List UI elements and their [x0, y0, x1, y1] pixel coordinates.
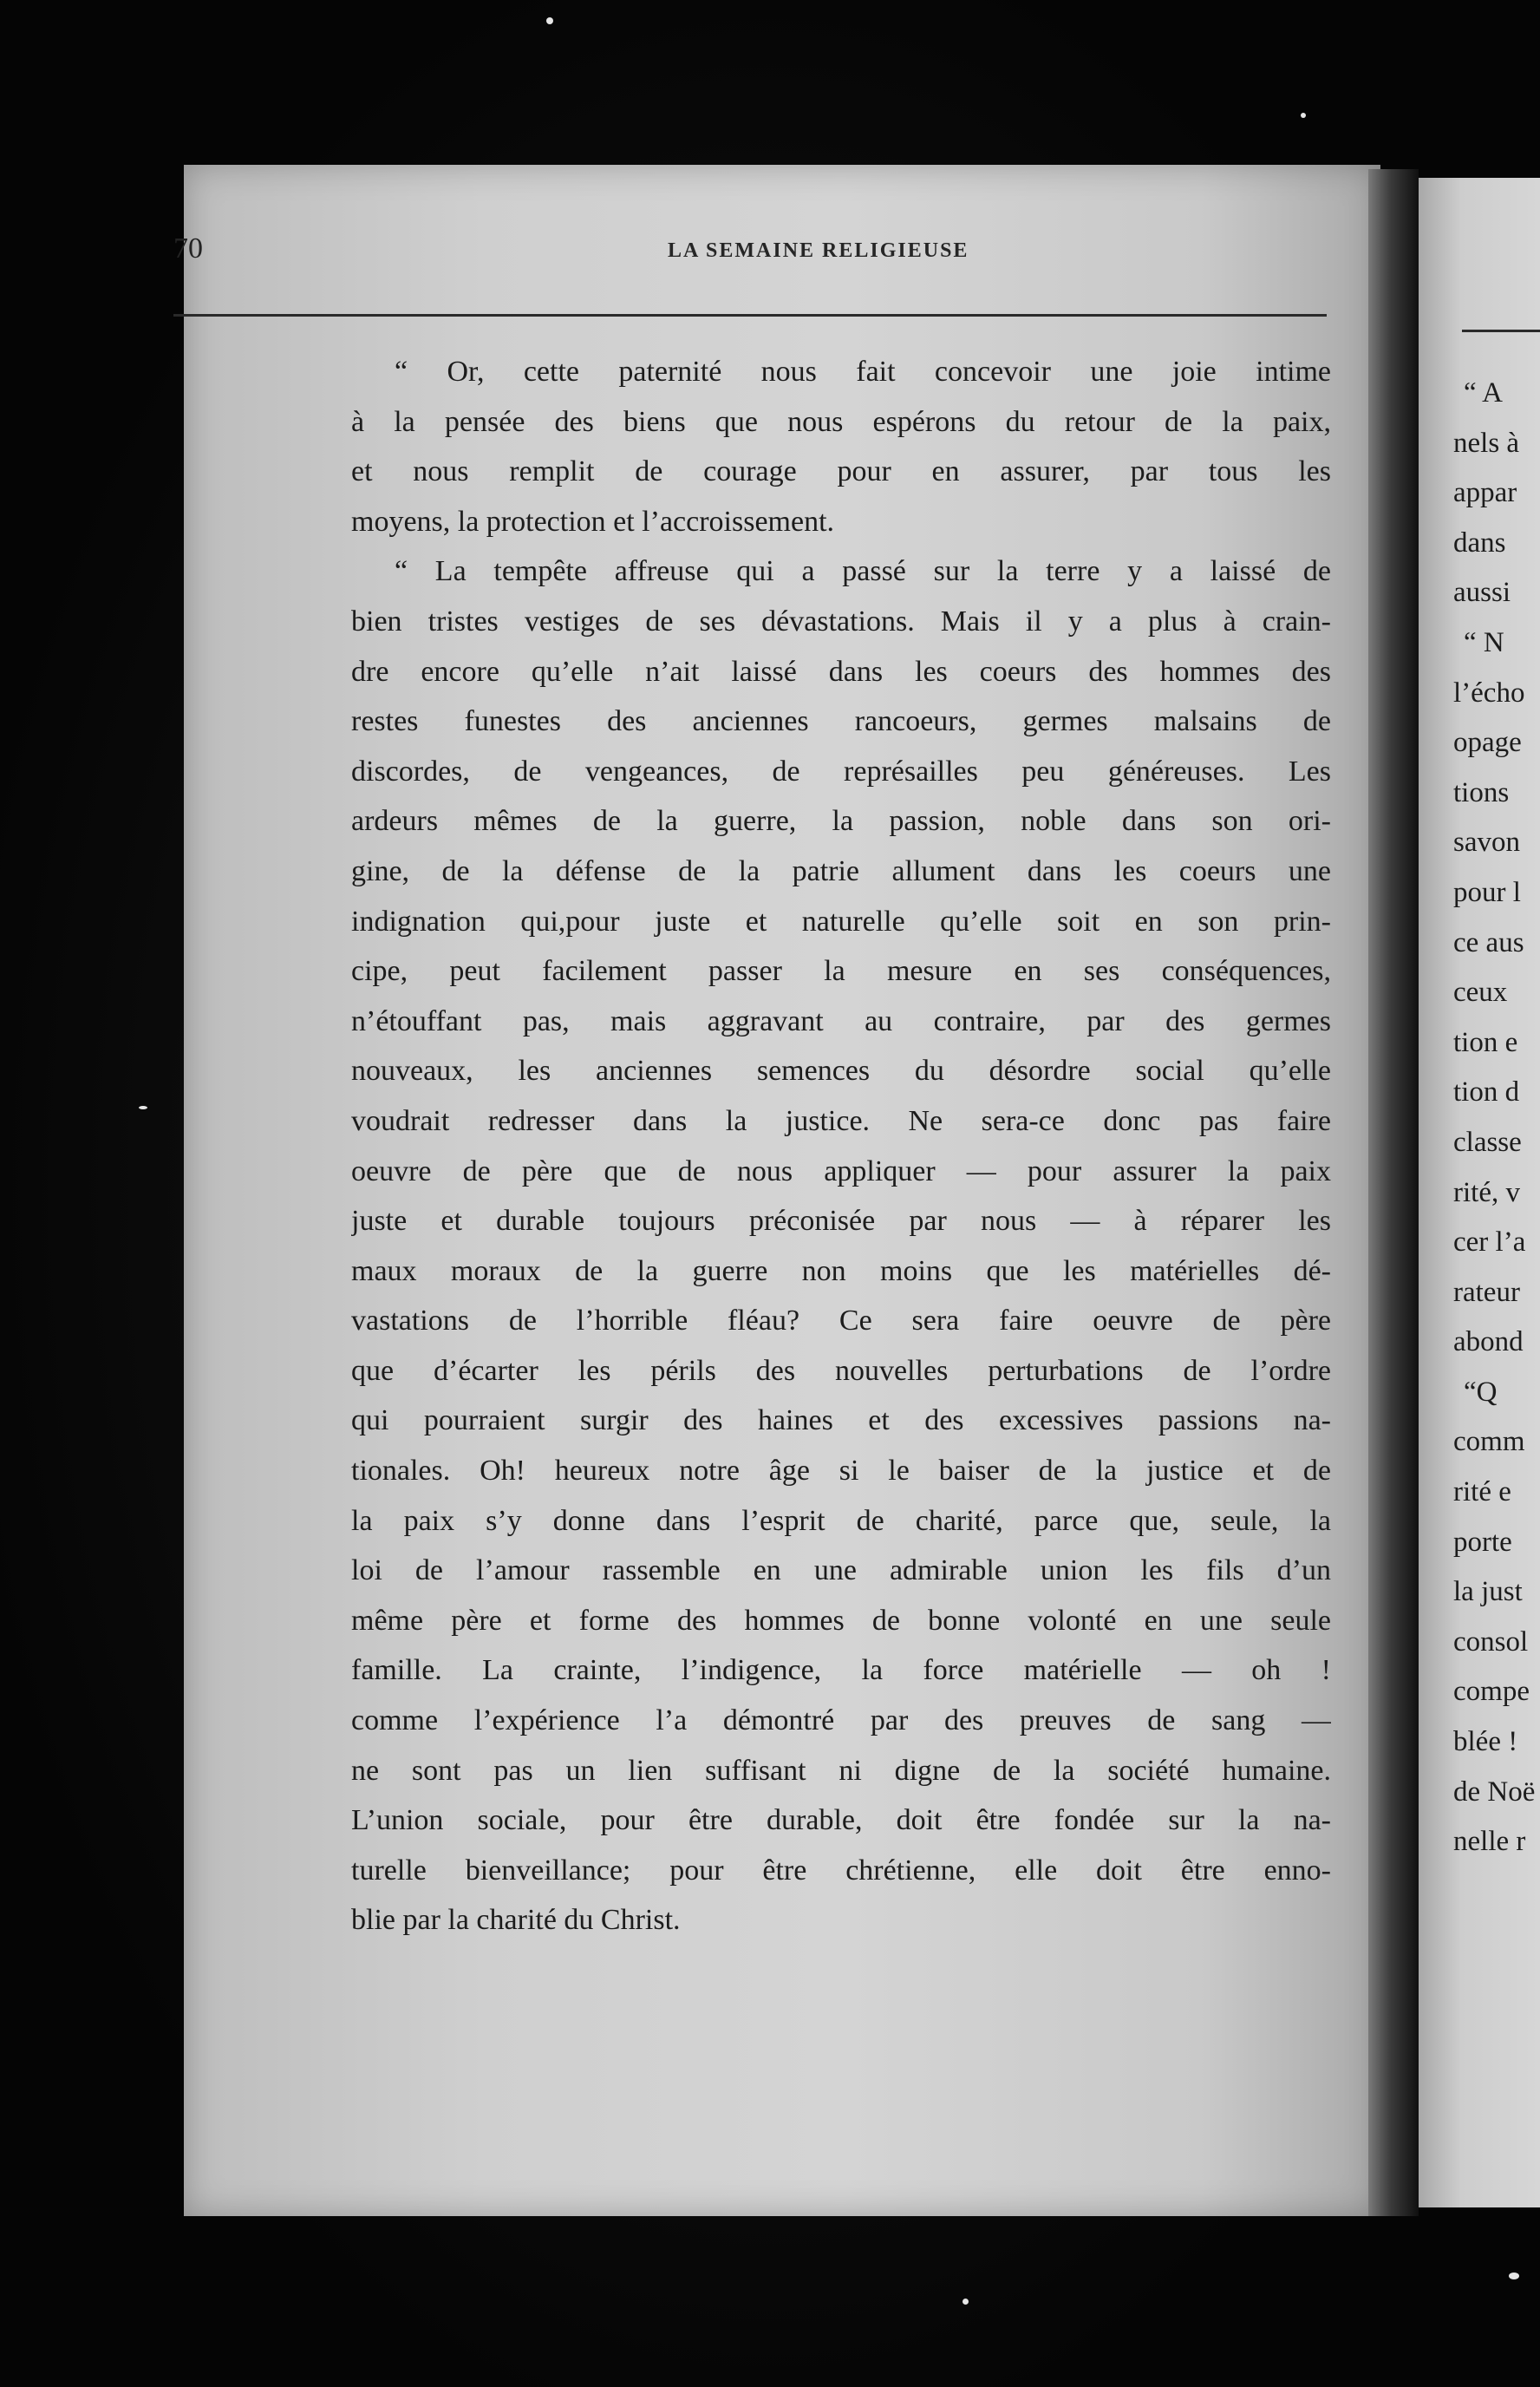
- text-line: maux moraux de la guerre non moins que les matérielles dé-: [351, 1254, 1331, 1287]
- text-line: L’union sociale, pour être durable, doit être fondée sur la na-: [351, 1804, 1331, 1837]
- facing-text-fragment: dans: [1453, 526, 1506, 559]
- text-line: bien tristes vestiges de ses dévastations. Mais il y a plus à crain-: [351, 605, 1331, 638]
- text-line: la paix s’y donne dans l’esprit de charité, parce que, seule, la: [351, 1504, 1331, 1537]
- text-line: que d’écarter les périls des nouvelles perturbations de l’ordre: [351, 1354, 1331, 1387]
- facing-text-fragment: cer l’a: [1453, 1226, 1526, 1259]
- text-line: comme l’expérience l’a démontré par des preuves de sang —: [351, 1704, 1331, 1737]
- text-line: restes funestes des anciennes rancoeurs, germes malsains de: [351, 705, 1331, 738]
- facing-text-fragment: porte: [1453, 1526, 1512, 1558]
- text-line: oeuvre de père que de nous appliquer — pour assurer la paix: [351, 1154, 1331, 1187]
- facing-text-fragment: tion d: [1453, 1076, 1520, 1108]
- facing-text-fragment: “Q: [1464, 1376, 1498, 1408]
- text-line: dre encore qu’elle n’ait laissé dans les coeurs des hommes des: [351, 655, 1331, 688]
- facing-text-fragment: pour l: [1453, 876, 1521, 908]
- facing-text-fragment: ceux: [1453, 977, 1508, 1009]
- text-line: turelle bienveillance; pour être chrétienne, elle doit être enno-: [351, 1854, 1331, 1887]
- text-line: voudrait redresser dans la justice. Ne sera-ce donc pas faire: [351, 1104, 1331, 1137]
- facing-text-fragment: blée !: [1453, 1726, 1518, 1758]
- scan-speck: [1301, 113, 1306, 118]
- facing-text-fragment: abond: [1453, 1326, 1524, 1358]
- text-line: “ Or, cette paternité nous fait concevoir une joie intime: [395, 356, 1331, 388]
- scan-speck: [139, 1106, 147, 1109]
- running-head: LA SEMAINE RELIGIEUSE: [668, 239, 969, 262]
- text-line: juste et durable toujours préconisée par nous — à réparer les: [351, 1205, 1331, 1238]
- text-line: loi de l’amour rassemble en une admirable union les fils d’un: [351, 1554, 1331, 1587]
- text-line: qui pourraient surgir des haines et des excessives passions na-: [351, 1404, 1331, 1437]
- facing-text-fragment: nelle r: [1453, 1826, 1526, 1858]
- scan-speck: [1509, 2273, 1519, 2279]
- facing-text-fragment: tions: [1453, 776, 1510, 808]
- facing-text-fragment: rité, v: [1453, 1176, 1520, 1208]
- page-number: 70: [173, 232, 203, 265]
- facing-text-fragment: comm: [1453, 1426, 1525, 1458]
- text-line: discordes, de vengeances, de représailles peu généreuses. Les: [351, 755, 1331, 788]
- facing-text-fragment: l’écho: [1453, 677, 1525, 709]
- header-rule: [173, 314, 1327, 317]
- facing-text-fragment: appar: [1453, 477, 1517, 509]
- facing-text-fragment: de Noë: [1453, 1776, 1536, 1808]
- facing-text-fragment: aussi: [1453, 577, 1511, 609]
- scan-speck: [546, 17, 553, 24]
- text-line: même père et forme des hommes de bonne volonté en une seule: [351, 1604, 1331, 1637]
- facing-text-fragment: tion e: [1453, 1026, 1518, 1058]
- text-line: vastations de l’horrible fléau? Ce sera faire oeuvre de père: [351, 1305, 1331, 1337]
- text-line: ardeurs mêmes de la guerre, la passion, noble dans son ori-: [351, 805, 1331, 838]
- text-line: indignation qui,pour juste et naturelle qu’elle soit en son prin-: [351, 905, 1331, 938]
- book-gutter: [1368, 169, 1419, 2216]
- text-line: blie par la charité du Christ.: [351, 1904, 681, 1937]
- facing-text-fragment: “ N: [1464, 626, 1504, 658]
- facing-text-fragment: savon: [1453, 827, 1520, 859]
- page-header: [173, 232, 1327, 267]
- text-line: n’étouffant pas, mais aggravant au contraire, par des germes: [351, 1004, 1331, 1037]
- text-line: famille. La crainte, l’indigence, la force matérielle — oh !: [351, 1654, 1331, 1687]
- text-line: gine, de la défense de la patrie allument dans les coeurs une: [351, 854, 1331, 887]
- right-page-fragment: [1419, 178, 1540, 2207]
- text-line: et nous remplit de courage pour en assurer, par tous les: [351, 455, 1331, 488]
- facing-text-fragment: opage: [1453, 727, 1522, 759]
- facing-text-fragment: la just: [1453, 1576, 1523, 1608]
- facing-text-fragment: compe: [1453, 1676, 1530, 1708]
- facing-text-fragment: consol: [1453, 1625, 1529, 1658]
- body-text: [351, 347, 1331, 1946]
- right-page-text: [1453, 369, 1540, 1867]
- text-line: moyens, la protection et l’accroissement.: [351, 505, 835, 538]
- text-line: nouveaux, les anciennes semences du désordre social qu’elle: [351, 1055, 1331, 1088]
- facing-text-fragment: classe: [1453, 1126, 1522, 1158]
- facing-text-fragment: ce aus: [1453, 926, 1524, 958]
- right-page-rule: [1462, 330, 1540, 332]
- text-line: “ La tempête affreuse qui a passé sur la terre y a laissé de: [395, 555, 1331, 588]
- text-line: ne sont pas un lien suffisant ni digne de la société humaine.: [351, 1754, 1331, 1787]
- text-line: tionales. Oh! heureux notre âge si le baiser de la justice et de: [351, 1455, 1331, 1488]
- facing-text-fragment: rité e: [1453, 1476, 1511, 1508]
- scan-speck: [962, 2299, 969, 2305]
- facing-text-fragment: nels à: [1453, 427, 1520, 459]
- facing-text-fragment: “ A: [1464, 377, 1503, 409]
- text-line: à la pensée des biens que nous espérons du retour de la paix,: [351, 405, 1331, 438]
- facing-text-fragment: rateur: [1453, 1276, 1520, 1308]
- text-line: cipe, peut facilement passer la mesure en ses conséquences,: [351, 955, 1331, 988]
